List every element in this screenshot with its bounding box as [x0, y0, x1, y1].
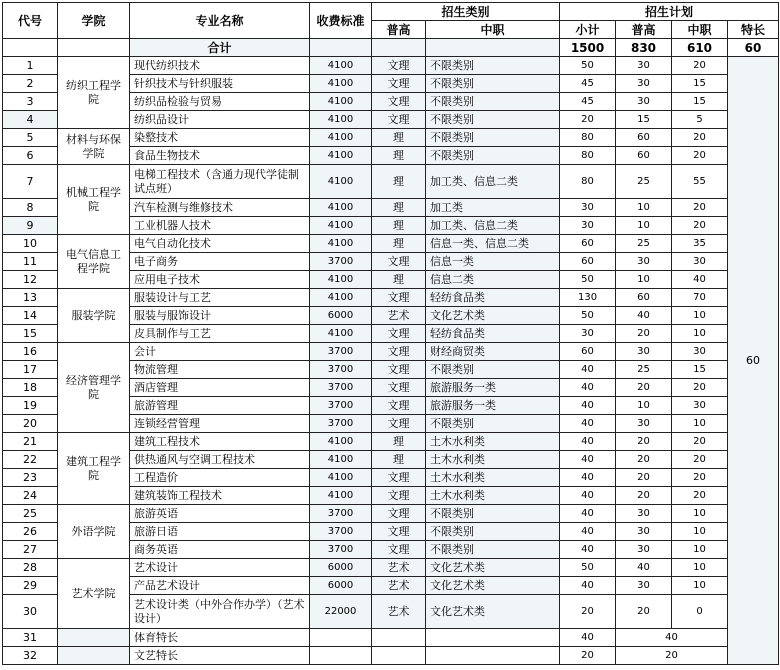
row-subtotal: 20	[560, 647, 616, 665]
table-row	[3, 629, 779, 647]
row-plan-vocational: 15	[672, 93, 728, 111]
row-plan-vocational: 20	[672, 147, 728, 165]
row-vocational: 不限类别	[426, 147, 560, 165]
table-row	[3, 647, 779, 665]
row-fee: 4100	[310, 165, 372, 199]
row-plan-general: 10	[616, 199, 672, 217]
row-subtotal: 60	[560, 343, 616, 361]
row-subtotal: 40	[560, 451, 616, 469]
row-fee: 6000	[310, 577, 372, 595]
row-subtotal: 50	[560, 57, 616, 75]
row-subtotal: 45	[560, 75, 616, 93]
row-subtotal: 30	[560, 217, 616, 235]
row-fee: 3700	[310, 343, 372, 361]
row-major: 服装与服饰设计	[130, 307, 310, 325]
row-fee: 3700	[310, 541, 372, 559]
row-general: 文理	[372, 75, 426, 93]
row-vocational: 旅游服务一类	[426, 397, 560, 415]
row-code: 6	[3, 147, 58, 165]
row-major: 纺织品设计	[130, 111, 310, 129]
row-vocational: 轻纺食品类	[426, 325, 560, 343]
enrollment-plan-table	[2, 2, 779, 665]
row-plan-general: 60	[616, 129, 672, 147]
row-general: 艺术	[372, 595, 426, 629]
special-merged: 60	[728, 57, 779, 665]
row-fee: 4100	[310, 469, 372, 487]
row-major: 连锁经营管理	[130, 415, 310, 433]
row-subtotal: 80	[560, 165, 616, 199]
header-plan: 招生计划	[560, 3, 779, 21]
row-general: 艺术	[372, 577, 426, 595]
row-general: 文理	[372, 361, 426, 379]
row-vocational: 信息一类	[426, 253, 560, 271]
row-vocational: 加工类	[426, 199, 560, 217]
row-college: 电气信息工程学院	[58, 235, 130, 289]
row-major: 工程造价	[130, 469, 310, 487]
row-code: 20	[3, 415, 58, 433]
row-vocational: 文化艺术类	[426, 559, 560, 577]
row-plan-vocational: 10	[672, 307, 728, 325]
row-fee: 4100	[310, 433, 372, 451]
row-vocational: 财经商贸类	[426, 343, 560, 361]
row-general: 文理	[372, 541, 426, 559]
row-fee: 3700	[310, 397, 372, 415]
row-subtotal: 40	[560, 379, 616, 397]
table-row	[3, 505, 779, 523]
row-vocational: 文化艺术类	[426, 307, 560, 325]
row-general: 文理	[372, 523, 426, 541]
row-subtotal: 60	[560, 235, 616, 253]
row-plan-vocational: 15	[672, 361, 728, 379]
row-fee: 3700	[310, 523, 372, 541]
row-subtotal: 20	[560, 595, 616, 629]
row-subtotal: 130	[560, 289, 616, 307]
row-vocational: 不限类别	[426, 57, 560, 75]
row-code: 1	[3, 57, 58, 75]
row-plan-general: 10	[616, 397, 672, 415]
row-plan-vocational: 20	[672, 129, 728, 147]
row-major: 汽车检测与维修技术	[130, 199, 310, 217]
row-subtotal: 30	[560, 199, 616, 217]
row-vocational: 土木水利类	[426, 469, 560, 487]
row-major: 电子商务	[130, 253, 310, 271]
row-plan-vocational: 10	[672, 415, 728, 433]
row-plan-general: 20	[616, 433, 672, 451]
row-code: 16	[3, 343, 58, 361]
row-plan-general: 25	[616, 165, 672, 199]
row-vocational: 不限类别	[426, 111, 560, 129]
row-plan-general: 30	[616, 523, 672, 541]
row-plan-vocational: 0	[672, 595, 728, 629]
row-general: 文理	[372, 397, 426, 415]
row-vocational: 土木水利类	[426, 433, 560, 451]
total-label: 合计	[130, 39, 310, 57]
row-major: 建筑工程技术	[130, 433, 310, 451]
row-subtotal: 50	[560, 271, 616, 289]
row-major: 纺织品检验与贸易	[130, 93, 310, 111]
row-fee: 4100	[310, 217, 372, 235]
row-plan-general: 60	[616, 147, 672, 165]
row-code: 31	[3, 629, 58, 647]
row-plan-vocational: 10	[672, 325, 728, 343]
row-general: 理	[372, 129, 426, 147]
row-major: 物流管理	[130, 361, 310, 379]
row-fee: 22000	[310, 595, 372, 629]
row-code: 19	[3, 397, 58, 415]
row-subtotal: 40	[560, 629, 616, 647]
row-code: 27	[3, 541, 58, 559]
row-major: 工业机器人技术	[130, 217, 310, 235]
row-fee: 3700	[310, 415, 372, 433]
row-plan-general: 30	[616, 577, 672, 595]
header-fee: 收费标准	[310, 3, 372, 39]
row-vocational: 轻纺食品类	[426, 289, 560, 307]
row-subtotal: 80	[560, 147, 616, 165]
row-major: 食品生物技术	[130, 147, 310, 165]
row-major: 服装设计与工艺	[130, 289, 310, 307]
row-plan-vocational: 20	[672, 57, 728, 75]
row-plan-vocational: 30	[672, 343, 728, 361]
row-code: 18	[3, 379, 58, 397]
row-plan-general: 30	[616, 75, 672, 93]
row-college: 外语学院	[58, 505, 130, 559]
row-plan-general: 10	[616, 271, 672, 289]
row-fee: 4100	[310, 147, 372, 165]
row-vocational: 不限类别	[426, 75, 560, 93]
row-code: 29	[3, 577, 58, 595]
row-plan-vocational: 10	[672, 505, 728, 523]
row-major: 现代纺织技术	[130, 57, 310, 75]
row-college: 纺织工程学院	[58, 57, 130, 129]
row-plan-general: 20	[616, 451, 672, 469]
row-fee: 4100	[310, 129, 372, 147]
row-major: 商务英语	[130, 541, 310, 559]
row-major: 艺术设计	[130, 559, 310, 577]
row-plan-general: 30	[616, 541, 672, 559]
row-subtotal: 40	[560, 541, 616, 559]
table-row	[3, 57, 779, 75]
row-major: 染整技术	[130, 129, 310, 147]
row-subtotal: 20	[560, 111, 616, 129]
row-general: 理	[372, 165, 426, 199]
row-general: 理	[372, 235, 426, 253]
row-general: 文理	[372, 93, 426, 111]
row-fee: 6000	[310, 307, 372, 325]
row-plan-vocational: 10	[672, 523, 728, 541]
row-major: 文艺特长	[130, 647, 310, 665]
header-vocational: 中职	[426, 21, 560, 39]
row-plan-general: 30	[616, 343, 672, 361]
row-plan-vocational: 20	[672, 379, 728, 397]
row-code: 2	[3, 75, 58, 93]
row-vocational: 信息二类	[426, 271, 560, 289]
header-plan-general: 普高	[616, 21, 672, 39]
row-plan-merged: 20	[616, 647, 728, 665]
row-general: 文理	[372, 487, 426, 505]
row-fee: 3700	[310, 379, 372, 397]
row-plan-general: 15	[616, 111, 672, 129]
row-vocational	[426, 647, 560, 665]
row-plan-vocational: 20	[672, 469, 728, 487]
row-general: 理	[372, 147, 426, 165]
row-code: 10	[3, 235, 58, 253]
row-major: 建筑装饰工程技术	[130, 487, 310, 505]
row-fee: 4100	[310, 93, 372, 111]
header-special: 特长	[728, 21, 779, 39]
header-plan-vocational: 中职	[672, 21, 728, 39]
row-plan-general: 30	[616, 93, 672, 111]
row-fee: 4100	[310, 57, 372, 75]
row-fee: 4100	[310, 111, 372, 129]
total-row	[3, 39, 779, 57]
row-subtotal: 40	[560, 433, 616, 451]
row-fee: 4100	[310, 235, 372, 253]
row-plan-general: 20	[616, 487, 672, 505]
row-code: 4	[3, 111, 58, 129]
row-vocational: 信息一类、信息二类	[426, 235, 560, 253]
row-code: 32	[3, 647, 58, 665]
total-general: 830	[616, 39, 672, 57]
row-fee: 4100	[310, 75, 372, 93]
row-college: 服装学院	[58, 289, 130, 343]
total-special: 60	[728, 39, 779, 57]
row-college: 建筑工程学院	[58, 433, 130, 505]
row-fee: 4100	[310, 451, 372, 469]
row-subtotal: 50	[560, 307, 616, 325]
row-code: 25	[3, 505, 58, 523]
row-plan-general: 20	[616, 595, 672, 629]
row-plan-general: 30	[616, 57, 672, 75]
row-major: 电梯工程技术（含通力现代学徒制试点班）	[130, 165, 310, 199]
total-vocational: 610	[672, 39, 728, 57]
row-code: 22	[3, 451, 58, 469]
row-college	[58, 629, 130, 647]
row-code: 7	[3, 165, 58, 199]
row-subtotal: 40	[560, 415, 616, 433]
row-plan-vocational: 20	[672, 217, 728, 235]
row-plan-vocational: 5	[672, 111, 728, 129]
row-plan-vocational: 15	[672, 75, 728, 93]
row-major: 酒店管理	[130, 379, 310, 397]
row-vocational: 土木水利类	[426, 451, 560, 469]
row-fee: 4100	[310, 325, 372, 343]
row-code: 24	[3, 487, 58, 505]
row-fee: 4100	[310, 199, 372, 217]
row-major: 会计	[130, 343, 310, 361]
row-plan-general: 20	[616, 379, 672, 397]
row-plan-vocational: 30	[672, 397, 728, 415]
row-code: 17	[3, 361, 58, 379]
table-row	[3, 343, 779, 361]
row-code: 5	[3, 129, 58, 147]
header-code: 代号	[3, 3, 58, 39]
row-vocational: 旅游服务一类	[426, 379, 560, 397]
row-plan-general: 25	[616, 361, 672, 379]
row-major: 供热通风与空调工程技术	[130, 451, 310, 469]
row-general: 文理	[372, 253, 426, 271]
header-category: 招生类别	[372, 3, 560, 21]
row-subtotal: 40	[560, 397, 616, 415]
row-plan-merged: 40	[616, 629, 728, 647]
row-college: 机械工程学院	[58, 165, 130, 235]
row-general: 文理	[372, 343, 426, 361]
row-subtotal: 80	[560, 129, 616, 147]
row-plan-vocational: 20	[672, 433, 728, 451]
row-vocational: 不限类别	[426, 361, 560, 379]
row-code: 30	[3, 595, 58, 629]
row-subtotal: 60	[560, 253, 616, 271]
row-code: 8	[3, 199, 58, 217]
row-general: 理	[372, 217, 426, 235]
row-general: 艺术	[372, 307, 426, 325]
row-code: 28	[3, 559, 58, 577]
row-fee	[310, 629, 372, 647]
row-plan-general: 25	[616, 235, 672, 253]
row-vocational: 加工类、信息二类	[426, 165, 560, 199]
table-row	[3, 433, 779, 451]
table-row	[3, 165, 779, 199]
row-plan-vocational: 20	[672, 199, 728, 217]
header-major: 专业名称	[130, 3, 310, 39]
row-plan-vocational: 70	[672, 289, 728, 307]
row-major: 体育特长	[130, 629, 310, 647]
row-plan-general: 10	[616, 217, 672, 235]
row-college: 艺术学院	[58, 559, 130, 629]
row-general: 理	[372, 271, 426, 289]
row-subtotal: 40	[560, 361, 616, 379]
row-vocational: 文化艺术类	[426, 595, 560, 629]
row-general: 文理	[372, 325, 426, 343]
row-subtotal: 40	[560, 469, 616, 487]
row-vocational: 不限类别	[426, 415, 560, 433]
row-fee: 4100	[310, 271, 372, 289]
row-major: 应用电子技术	[130, 271, 310, 289]
row-college: 材料与环保学院	[58, 129, 130, 165]
row-code: 23	[3, 469, 58, 487]
header-college: 学院	[58, 3, 130, 39]
row-major: 产品艺术设计	[130, 577, 310, 595]
row-general: 文理	[372, 57, 426, 75]
row-general: 文理	[372, 111, 426, 129]
row-code: 15	[3, 325, 58, 343]
row-subtotal: 45	[560, 93, 616, 111]
table-row	[3, 289, 779, 307]
row-general: 文理	[372, 289, 426, 307]
row-general	[372, 647, 426, 665]
row-fee: 3700	[310, 361, 372, 379]
row-plan-vocational: 40	[672, 271, 728, 289]
row-major: 艺术设计类（中外合作办学）（艺术设计）	[130, 595, 310, 629]
row-subtotal: 40	[560, 523, 616, 541]
row-major: 针织技术与针织服装	[130, 75, 310, 93]
row-subtotal: 40	[560, 505, 616, 523]
row-general: 理	[372, 433, 426, 451]
row-subtotal: 30	[560, 325, 616, 343]
row-vocational: 不限类别	[426, 129, 560, 147]
row-general: 艺术	[372, 559, 426, 577]
row-vocational	[426, 629, 560, 647]
row-major: 旅游管理	[130, 397, 310, 415]
row-code: 26	[3, 523, 58, 541]
row-vocational: 不限类别	[426, 93, 560, 111]
row-fee: 4100	[310, 487, 372, 505]
row-vocational: 不限类别	[426, 505, 560, 523]
row-plan-vocational: 10	[672, 559, 728, 577]
row-code: 11	[3, 253, 58, 271]
row-vocational: 土木水利类	[426, 487, 560, 505]
header-subtotal: 小计	[560, 21, 616, 39]
row-vocational: 文化艺术类	[426, 577, 560, 595]
row-plan-vocational: 10	[672, 577, 728, 595]
row-plan-general: 20	[616, 325, 672, 343]
row-fee: 4100	[310, 289, 372, 307]
row-college	[58, 647, 130, 665]
row-general: 理	[372, 199, 426, 217]
row-plan-general: 40	[616, 559, 672, 577]
row-plan-general: 30	[616, 505, 672, 523]
row-plan-vocational: 30	[672, 253, 728, 271]
row-code: 12	[3, 271, 58, 289]
row-vocational: 不限类别	[426, 523, 560, 541]
row-general: 文理	[372, 415, 426, 433]
row-fee: 3700	[310, 253, 372, 271]
row-fee: 6000	[310, 559, 372, 577]
row-general: 文理	[372, 379, 426, 397]
row-fee: 3700	[310, 505, 372, 523]
row-code: 21	[3, 433, 58, 451]
row-code: 13	[3, 289, 58, 307]
header-general: 普高	[372, 21, 426, 39]
table-row	[3, 235, 779, 253]
row-code: 3	[3, 93, 58, 111]
row-plan-general: 30	[616, 253, 672, 271]
total-subtotal: 1500	[560, 39, 616, 57]
row-major: 旅游英语	[130, 505, 310, 523]
row-subtotal: 40	[560, 577, 616, 595]
row-general: 文理	[372, 469, 426, 487]
row-general: 理	[372, 451, 426, 469]
row-plan-general: 30	[616, 415, 672, 433]
row-general	[372, 629, 426, 647]
row-plan-vocational: 20	[672, 487, 728, 505]
row-plan-general: 20	[616, 469, 672, 487]
row-general: 文理	[372, 505, 426, 523]
row-vocational: 加工类、信息二类	[426, 217, 560, 235]
row-code: 9	[3, 217, 58, 235]
row-plan-vocational: 55	[672, 165, 728, 199]
row-subtotal: 50	[560, 559, 616, 577]
row-plan-general: 40	[616, 307, 672, 325]
row-major: 旅游日语	[130, 523, 310, 541]
row-college: 经济管理学院	[58, 343, 130, 433]
row-fee	[310, 647, 372, 665]
row-plan-general: 60	[616, 289, 672, 307]
row-plan-vocational: 35	[672, 235, 728, 253]
table-row	[3, 129, 779, 147]
row-vocational: 不限类别	[426, 541, 560, 559]
row-plan-vocational: 20	[672, 451, 728, 469]
row-subtotal: 40	[560, 487, 616, 505]
row-major: 皮具制作与工艺	[130, 325, 310, 343]
row-plan-vocational: 10	[672, 541, 728, 559]
row-code: 14	[3, 307, 58, 325]
table-row	[3, 559, 779, 577]
row-major: 电气自动化技术	[130, 235, 310, 253]
